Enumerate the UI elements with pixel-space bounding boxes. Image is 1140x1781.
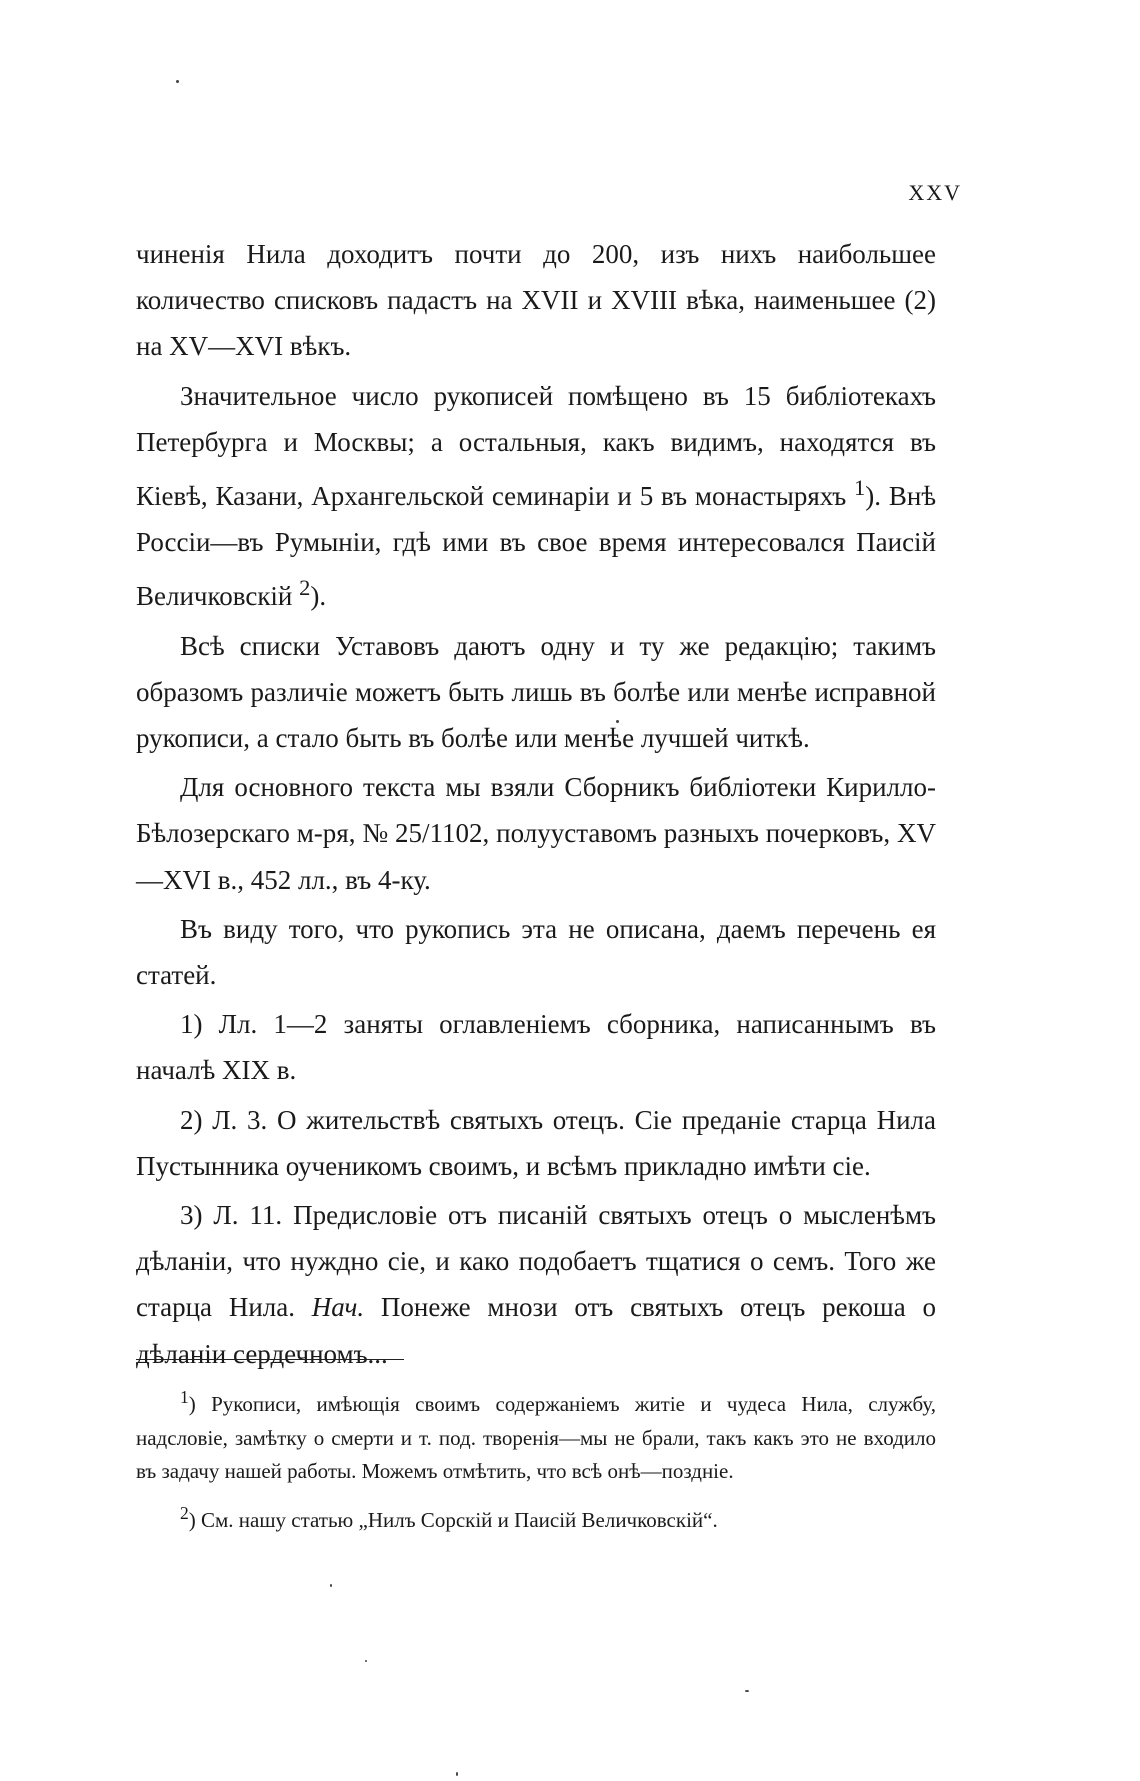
footnote-divider — [136, 1359, 404, 1360]
paragraph-5: Въ виду того, что рукопись эта не описана, даемъ перечень ея статей. — [136, 913, 936, 991]
body-text — [136, 231, 936, 1377]
paragraph-2-part-a: Значительное число рукописей помѣщено въ 15 библіотекахъ Петербурга и Москвы; а остальныя, какъ видимъ, находятся въ Кіевѣ, Казани, Архангельской семинаріи и 5 въ монастыряхъ — [136, 380, 936, 512]
paragraph-2-part-b: ). Внѣ Россіи—въ Румыніи, гдѣ ими въ свое время интересовался Паисій Величковскій — [136, 481, 936, 612]
footnote-ref-1: 1 — [854, 475, 866, 501]
footnote-2 — [136, 1497, 936, 1538]
paragraph-8-italic: Нач. — [311, 1292, 365, 1323]
paragraph-4: Для основного текста мы взяли Сборникъ библіотеки Кирилло-Бѣлозерскаго м-ря, № 25/1102, полууставомъ разныхъ почерковъ, XV—XVI в., 452 лл., въ 4-ку. — [136, 772, 936, 895]
scan-speck — [745, 1690, 749, 1692]
footnote-1-mark: 1 — [180, 1387, 189, 1407]
footnote-2-mark: 2 — [180, 1502, 189, 1523]
page-number: XXV — [908, 180, 962, 205]
scan-speck — [616, 720, 619, 723]
paragraph-2 — [136, 373, 936, 620]
scan-speck — [456, 1772, 458, 1776]
paragraph-8 — [136, 1192, 936, 1377]
paragraph-3: Всѣ списки Уставовъ даютъ одну и ту же редакцію; такимъ образомъ различіе можетъ быть лишь въ болѣе или менѣе исправной рукописи, а стало быть въ болѣе или менѣе лучшей читкѣ. — [136, 630, 936, 754]
scan-speck — [365, 1660, 367, 1662]
footnote-1-text: ) Рукописи, имѣющія своимъ содержаніемъ житіе и чудеса Нила, службу, надсловіе, замѣтку о смерти и т. под. творенія—мы не брали, такъ какъ это не входило въ задачу нашей работы. Можемъ отмѣтить, что всѣ онѣ—поздніе. — [136, 1392, 936, 1483]
paragraph-6: 1) Лл. 1—2 заняты оглавленіемъ сборника, написаннымъ въ началѣ XIX в. — [136, 1009, 936, 1086]
footnote-1 — [136, 1381, 936, 1489]
paragraph-2-part-c: ). — [310, 581, 327, 612]
footnote-ref-2: 2 — [299, 575, 311, 601]
footnote-2-text: ) См. нашу статью „Нилъ Сорскій и Паисій Величковскій“. — [188, 1507, 718, 1532]
paragraph-1: чиненія Нила доходитъ почти до 200, изъ нихъ наибольшее количество списковъ падастъ на XVII и XVIII вѣка, наименьшее (2) на XV—XVI вѣкъ. — [136, 239, 936, 362]
paragraph-8-part-a: 3) Л. 11. Предисловіе отъ писаній святыхъ отецъ о мысленѣмъ дѣланіи, что нуждно сіе, и како подобаетъ тщатися о семъ. Того же старца Нила. — [136, 1200, 936, 1323]
paragraph-8-part-b: Понеже мнози отъ святыхъ отецъ рекоша о дѣланіи сердечномъ... — [136, 1292, 936, 1369]
footnotes — [136, 1381, 936, 1537]
scan-speck — [176, 80, 179, 83]
scan-speck — [330, 1584, 332, 1587]
paragraph-7: 2) Л. 3. О жительствѣ святыхъ отецъ. Сіе преданіе старца Нила Пустынника оученикомъ своимъ, и всѣмъ прикладно имѣти сіе. — [136, 1104, 936, 1181]
